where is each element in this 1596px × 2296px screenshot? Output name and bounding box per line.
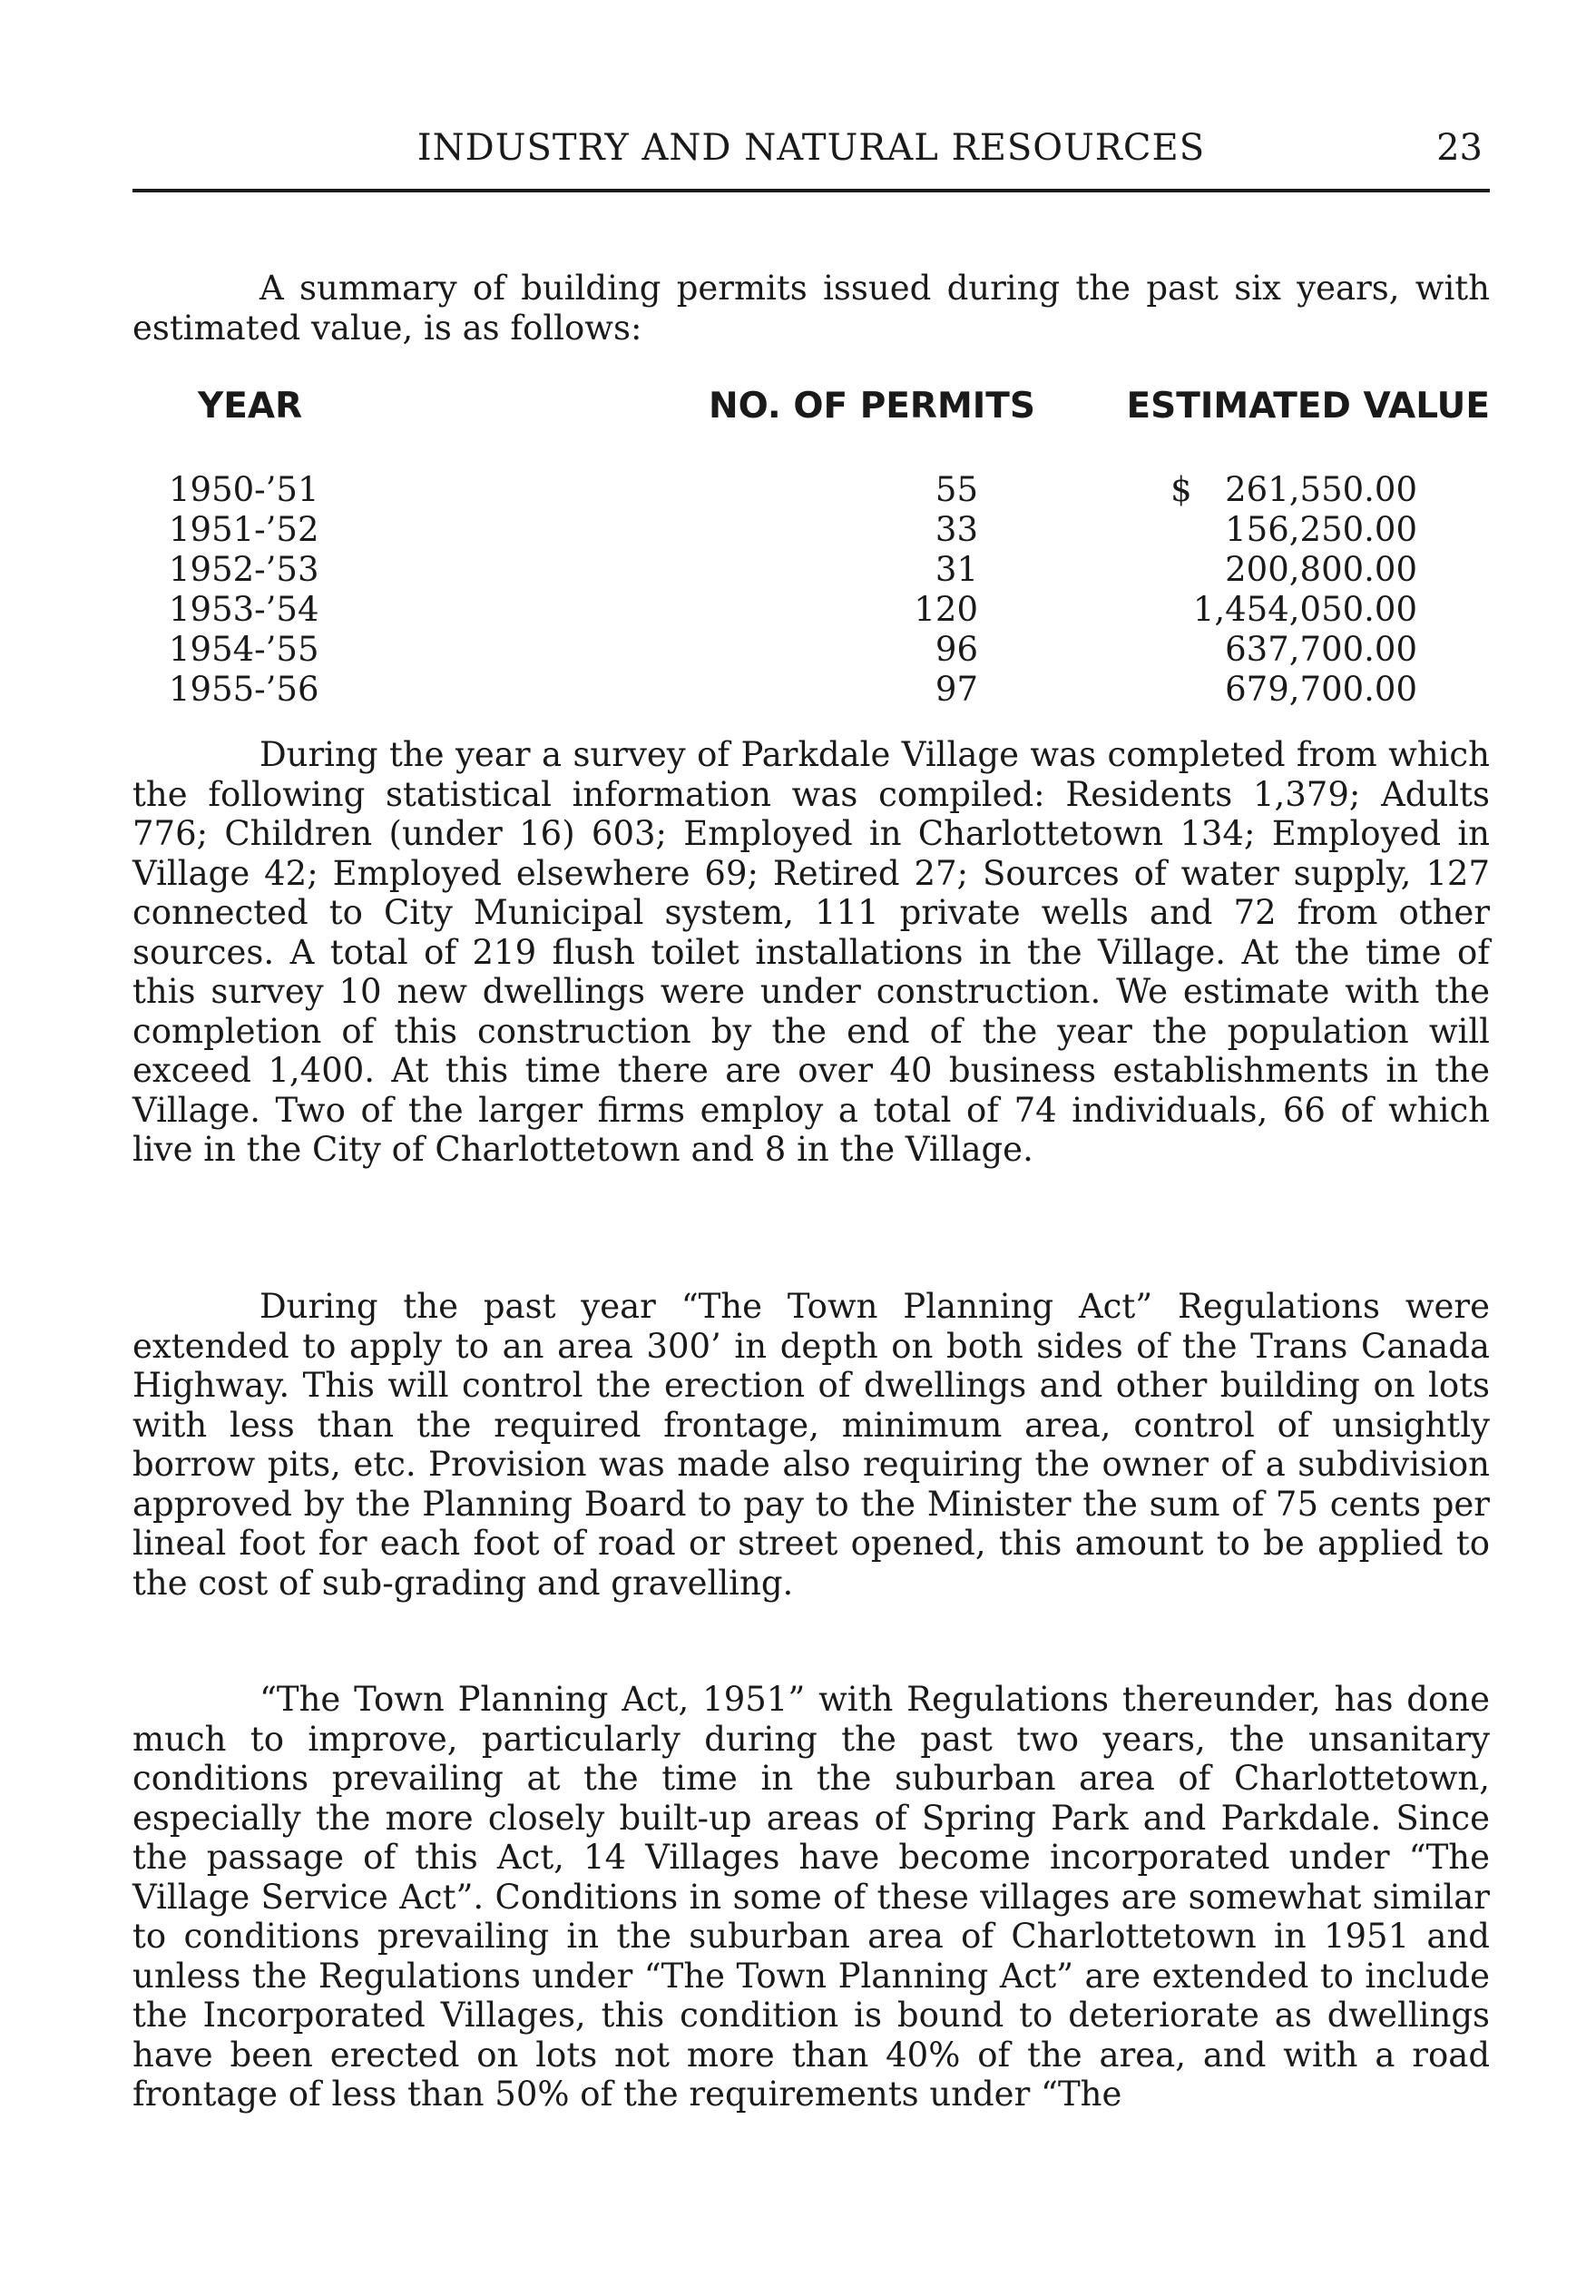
value-cell: 1,454,050.00 <box>1192 590 1417 629</box>
column-header-year: YEAR <box>198 386 303 427</box>
column-header-permits: NO. OF PERMITS <box>709 386 1035 427</box>
value-cell <box>1111 470 1490 510</box>
table-header-row <box>132 381 1490 470</box>
value-cell: 679,700.00 <box>1225 670 1417 709</box>
year-cell: 1952-’53 <box>169 550 319 589</box>
table-row <box>132 470 1490 510</box>
value-cell: 200,800.00 <box>1225 550 1417 589</box>
permits-cell: 120 <box>914 590 978 629</box>
table-row <box>132 670 1490 710</box>
running-header <box>132 125 1490 171</box>
running-title: INDUSTRY AND NATURAL RESOURCES <box>416 127 1206 169</box>
body-paragraph-regulations: During the past year “The Town Planning Act” Regulations were extended to apply to an area 300’ in depth on both sides of the Trans Canada Highway. This will control the erection of dwellings and other building on lots with less than the required frontage, minimum area, control of unsightly borrow pits, etc. Provision was made also requiring the owner of a subdivision approved by the Planning Board to pay to the Minister the sum of 75 cents per lineal foot for each foot of road or street opened, this amount to be applied to the cost of sub-grading and gravelling. <box>132 1287 1490 1603</box>
table-row <box>132 590 1490 630</box>
permits-cell: 55 <box>935 470 978 509</box>
year-cell: 1955-’56 <box>169 670 319 709</box>
value-amount: 261,550.00 <box>1225 470 1417 509</box>
body-paragraph-town-planning-act: “The Town Planning Act, 1951” with Regulations thereunder, has done much to improve, particularly during the past two years, the unsanitary conditions prevailing at the time in the suburban area of Charlottetown, especially the more closely built-up areas of Spring Park and Parkdale. Since the passage of this Act, 14 Villages have become incorporated under “The Village Service Act”. Conditions in some of these villages are somewhat similar to conditions prevailing in the suburban area of Charlottetown in 1951 and unless the Regulations under “The Town Planning Act” are extended to include the Incorporated Villages, this condition is bound to deteriorate as dwellings have been erected on lots not more than 40% of the area, and with a road frontage of less than 50% of the requirements under “The <box>132 1680 1490 2114</box>
page-number: 23 <box>1436 127 1483 169</box>
table-row <box>132 510 1490 550</box>
table-row <box>132 630 1490 670</box>
value-cell: 156,250.00 <box>1225 510 1417 549</box>
year-cell: 1951-’52 <box>169 510 319 549</box>
permits-cell: 96 <box>935 630 978 669</box>
year-cell: 1953-’54 <box>169 590 319 629</box>
column-header-value: ESTIMATED VALUE <box>1126 386 1490 427</box>
value-cell: 637,700.00 <box>1225 630 1417 669</box>
table-row <box>132 550 1490 590</box>
year-cell: 1950-’51 <box>169 470 319 509</box>
building-permits-table <box>132 381 1490 710</box>
permits-cell: 31 <box>935 550 978 589</box>
intro-paragraph: A summary of building permits issued during the past six years, with estimated value, is as follows: <box>132 269 1490 348</box>
currency-symbol: $ <box>1170 470 1192 509</box>
permits-cell: 97 <box>935 670 978 709</box>
year-cell: 1954-’55 <box>169 630 319 669</box>
header-rule <box>132 189 1490 192</box>
body-paragraph-survey: During the year a survey of Parkdale Village was completed from which the following statistical information was compiled: Residents 1,379; Adults 776; Children (under 16) 603; Employed in Charlottetown 134; Employed in Village 42; Employed elsewhere 69; Retired 27; Sources of water supply, 127 connected to City Municipal system, 111 private wells and 72 from other sources. A total of 219 flush toilet installations in the Village. At the time of this survey 10 new dwellings were under construction. We estimate with the completion of this construction by the end of the year the population will exceed 1,400. At this time there are over 40 business establishments in the Village. Two of the larger firms employ a total of 74 individuals, 66 of which live in the City of Charlottetown and 8 in the Village. <box>132 735 1490 1169</box>
permits-cell: 33 <box>935 510 978 549</box>
